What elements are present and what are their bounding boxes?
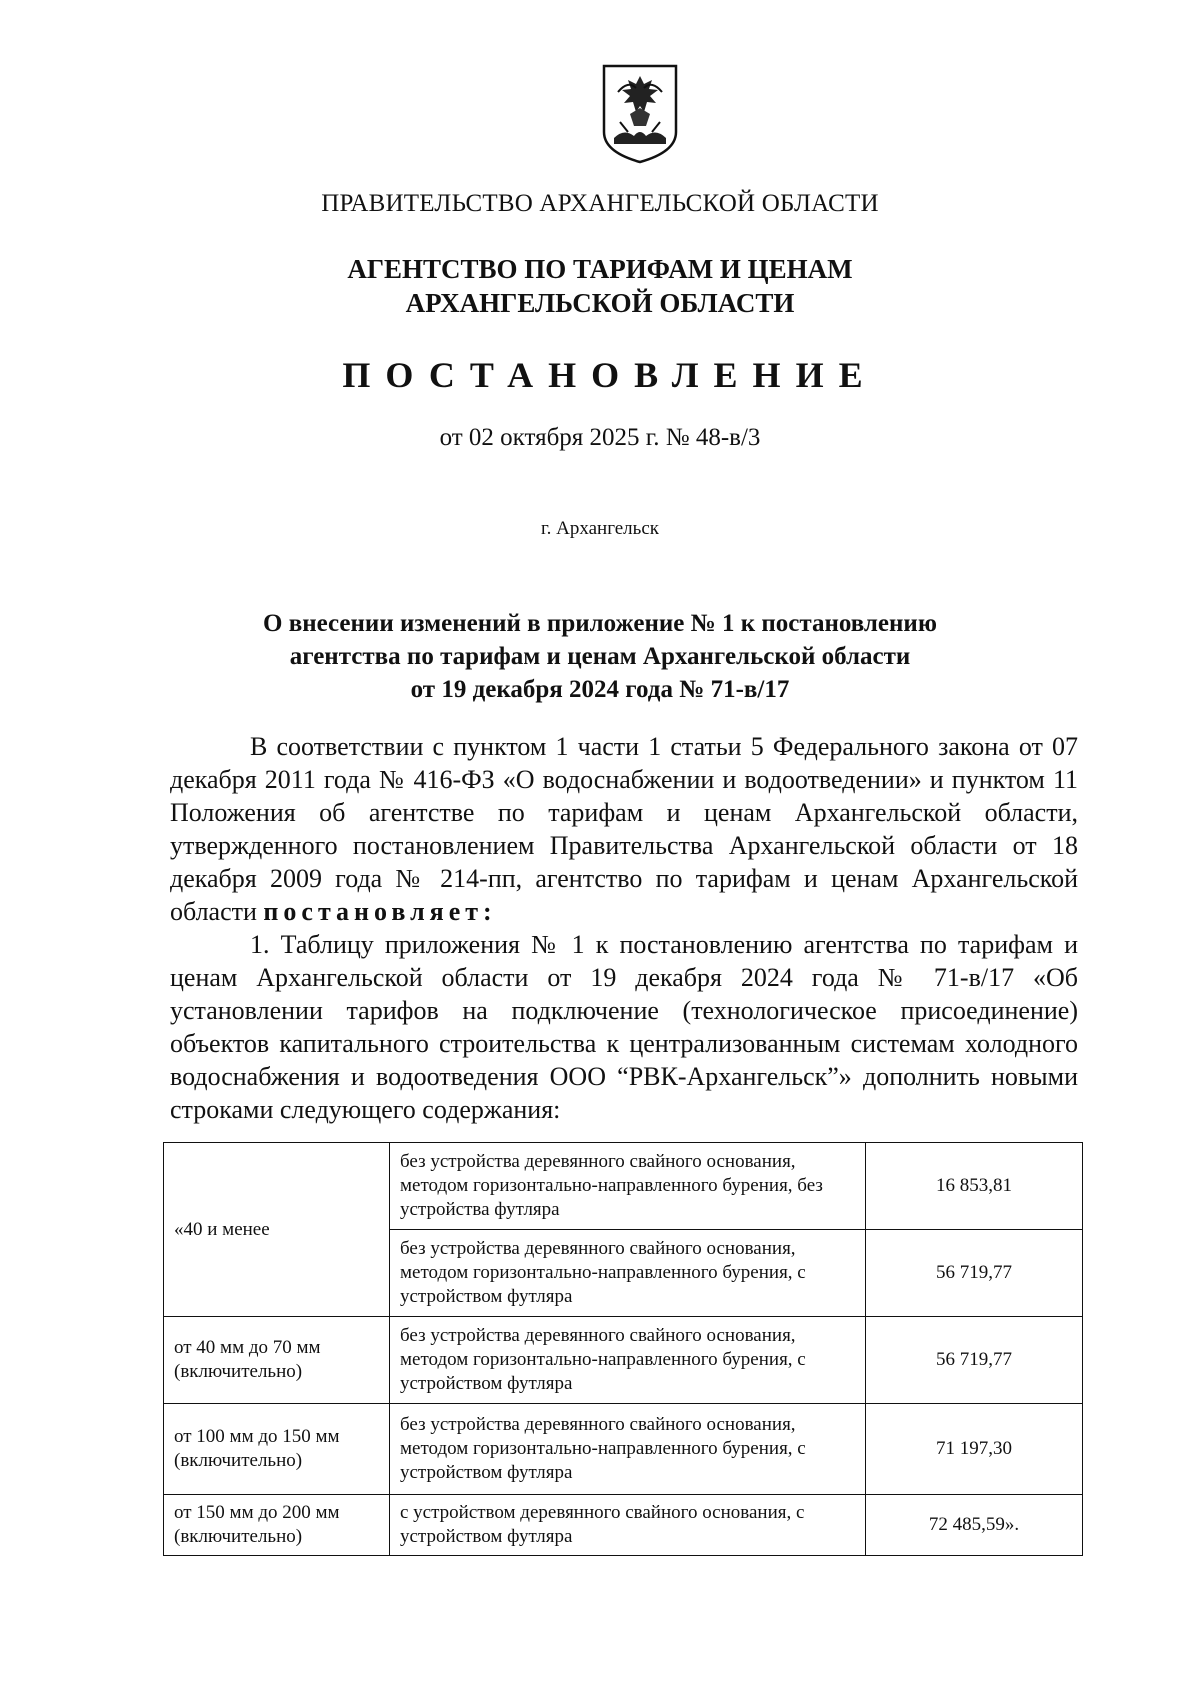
diameter-cell: от 40 мм до 70 мм (включительно) bbox=[164, 1317, 390, 1404]
table-row bbox=[164, 1495, 1083, 1556]
tariff-cell: 72 485,59». bbox=[866, 1495, 1083, 1556]
subject-line2: агентства по тарифам и ценам Архангельской области bbox=[289, 643, 911, 670]
preamble-text: В соответствии с пунктом 1 части 1 статьи 5 Федерального закона от 07 декабря 2011 года № 416-ФЗ «О водоснабжении и водоотведении» и пунктом 11 Положения об агентстве по тарифам и ценам Архангельской области, утвержденного постановлением Правительства Архангельской области от 18 декабря 2009 года № 214-пп, агентство по тарифам и ценам Архангельской области bbox=[170, 732, 1078, 926]
table-row bbox=[164, 1317, 1083, 1404]
preamble-paragraph bbox=[170, 730, 1078, 928]
agency-title bbox=[0, 252, 1200, 320]
tariff-cell: 56 719,77 bbox=[866, 1317, 1083, 1404]
government-title: ПРАВИТЕЛЬСТВО АРХАНГЕЛЬСКОЙ ОБЛАСТИ bbox=[321, 190, 879, 217]
condition-cell: с устройством деревянного свайного основания, с устройством футляра bbox=[390, 1495, 866, 1556]
tariff-table bbox=[163, 1142, 1083, 1556]
tariff-cell: 56 719,77 bbox=[866, 1230, 1083, 1317]
coat-of-arms-icon bbox=[600, 62, 680, 166]
document-type: ПОСТАНОВЛЕНИЕ bbox=[342, 355, 878, 395]
diameter-cell: «40 и менее bbox=[164, 1143, 390, 1317]
condition-cell: без устройства деревянного свайного основания, методом горизонтально-направленного бурения, без устройства футляра bbox=[390, 1143, 866, 1230]
diameter-cell: от 100 мм до 150 мм (включительно) bbox=[164, 1404, 390, 1495]
agency-title-line2: АРХАНГЕЛЬСКОЙ ОБЛАСТИ bbox=[405, 288, 795, 318]
resolves-word: постановляет: bbox=[263, 897, 497, 926]
condition-cell: без устройства деревянного свайного основания, методом горизонтально-направленного бурения, с устройством футляра bbox=[390, 1404, 866, 1495]
diameter-cell: от 150 мм до 200 мм (включительно) bbox=[164, 1495, 390, 1556]
tariff-cell: 71 197,30 bbox=[866, 1404, 1083, 1495]
subject-line3: от 19 декабря 2024 года № 71-в/17 bbox=[410, 676, 790, 703]
table-row bbox=[164, 1404, 1083, 1495]
condition-cell: без устройства деревянного свайного основания, методом горизонтально-направленного бурения, с устройством футляра bbox=[390, 1230, 866, 1317]
item-1-text: 1. Таблицу приложения № 1 к постановлению агентства по тарифам и ценам Архангельской области от 19 декабря 2024 года № 71-в/17 «Об установлении тарифов на подключение (технологическое присоединение) объектов капитального строительства к централизованным системам холодного водоснабжения и водоотведения ООО “РВК-Архангельск”» дополнить новыми строками следующего содержания: bbox=[170, 930, 1078, 1124]
table-row bbox=[164, 1143, 1083, 1230]
document-date-number: от 02 октября 2025 г. № 48-в/3 bbox=[439, 424, 761, 451]
tariff-cell: 16 853,81 bbox=[866, 1143, 1083, 1230]
document-city: г. Архангельск bbox=[540, 518, 659, 539]
item-1-paragraph bbox=[170, 928, 1078, 1126]
document-subject bbox=[0, 607, 1200, 706]
subject-line1: О внесении изменений в приложение № 1 к постановлению bbox=[263, 610, 937, 637]
condition-cell: без устройства деревянного свайного основания, методом горизонтально-направленного бурения, с устройством футляра bbox=[390, 1317, 866, 1404]
agency-title-line1: АГЕНТСТВО ПО ТАРИФАМ И ЦЕНАМ bbox=[347, 254, 853, 284]
